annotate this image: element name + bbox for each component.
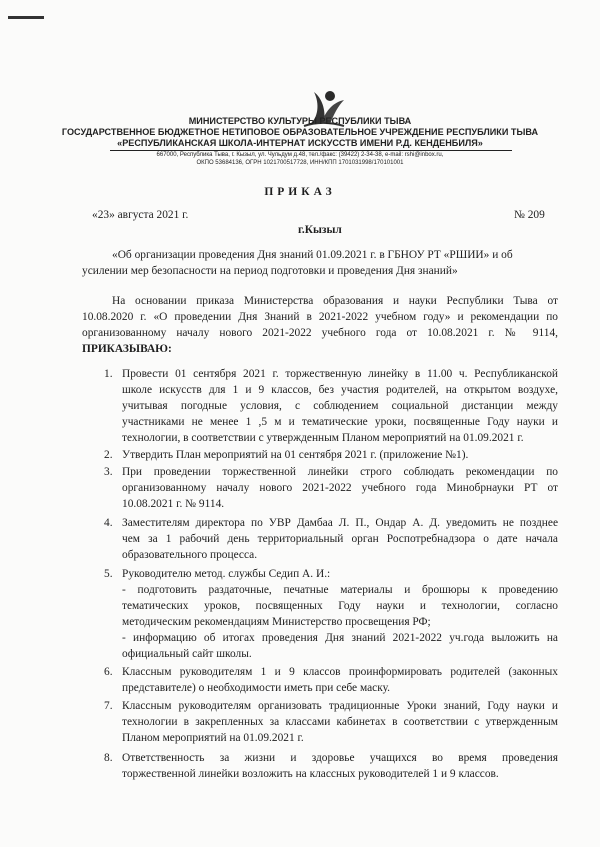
subject-line: усилении мер безопасности на период подготовки и проведения Дня знаний» [82,265,458,277]
header-institution: ГОСУДАРСТВЕННОЕ БЮДЖЕТНОЕ НЕТИПОВОЕ ОБРАЗОВАТЕЛЬНОЕ УЧРЕЖДЕНИЕ РЕСПУБЛИКИ ТЫВА [61,127,539,137]
item-number: 8. [104,752,113,764]
item-number: 2. [104,449,113,461]
item-line: технологии, в соответствии с утвержденным Планом мероприятий на 01.09.2021 г. [122,432,524,444]
header-codes: ОКПО 53684136, ОГРН 1021700517728, ИНН/КПП 1701031998/170101001 [196,160,404,166]
item-line: Классным руководителям организовать традиционные Уроки знаний, Году науки и [122,700,558,712]
item-line: Заместителям директора по УВР Дамбаа Л. П., Ондар А. Д. уведомить не позднее [122,517,558,529]
item-line: участниками не менее 1 ,5 м и тематические уроки, посвященные Году науки и [122,416,558,428]
item-line: Классным руководителям 1 и 9 классов проинформировать родителей (законных [122,666,558,678]
document-date: «23» августа 2021 г. [92,209,189,221]
header-address: 667000, Республика Тыва, г. Кызыл, ул. Чульдум д.48, тел./факс: (39422) 2-34-38, e-mail: rshi@inbox.ru, [156,152,444,158]
header-ministry: МИНИСТЕРСТВО КУЛЬТУРЫ РЕСПУБЛИКИ ТЫВА [188,116,412,126]
item-line: представителе) о необходимости иметь при себе маску. [122,682,390,694]
item-line: Провести 01 сентября 2021 г. торжественную линейку в 11.00 ч. Республиканской [122,368,558,380]
item-line: - информацию об итогах проведения Дня знаний 2021-2022 уч.года выложить на [122,632,558,644]
document-title: ПРИКАЗ [264,186,336,198]
header-school: «РЕСПУБЛИКАНСКАЯ ШКОЛА-ИНТЕРНАТ ИСКУССТВ ИМЕНИ Р.Д. КЕНДЕНБИЛЯ» [117,138,483,148]
subject-line: «Об организации проведения Дня знаний 01.09.2021 г. в ГБНОУ РТ «РШИИ» и об [112,249,513,261]
document-number: № 209 [514,209,545,221]
item-number: 7. [104,700,113,712]
order-word: ПРИКАЗЫВАЮ: [82,343,172,355]
basis-line: организованному началу нового 2021-2022 учебного года от 10.08.2021 г. № 9114, [82,327,558,339]
item-number: 6. [104,666,113,678]
item-line: официальный сайт школы. [122,648,252,660]
item-line: образовательного процесса. [122,549,258,561]
item-line: школе искусств для 1 и 9 классов, без участия родителей, на открытом воздухе, [122,384,558,396]
basis-line: 10.08.2020 г. «О проведении Дня Знаний в 2021-2022 учебном году» и рекомендации по [82,311,558,323]
header-rule [110,150,512,151]
item-line: Планом мероприятий на 01.09.2021 г. [122,732,304,744]
item-line: методическим рекомендациям Министерство просвещения РФ; [122,616,431,628]
item-line: чем за 1 рабочий день территориальный орган Роспотребнадзора о дате начала [122,533,558,545]
basis-line: На основании приказа Министерства образования и науки Республики Тыва от [112,295,558,307]
item-line: При проведении торжественной линейки строго соблюдать рекомендации по [122,466,558,478]
item-number: 5. [104,568,113,580]
item-line: учитывая погодные условия, с соблюдением социальной дистанции между [122,400,558,412]
item-line: тематических уроков, посвященных Году науки и технологии, согласно [122,600,558,612]
item-number: 3. [104,466,113,478]
item-line: торжественной линейки возложить на классных руководителей 1 и 9 классов. [122,768,499,780]
item-line: 10.08.2021 г. № 9114. [122,498,225,510]
item-line: Утвердить План мероприятий на 01 сентября 2021 г. (приложение №1). [122,449,469,461]
item-number: 4. [104,517,113,529]
item-line: Ответственность за жизни и здоровье учащихся во время проведения [122,752,558,764]
item-line: Руководителю метод. службы Седип А. И.: [122,568,331,580]
item-line: - подготовить раздаточные, печатные материалы и брошюры к проведению [122,584,558,596]
item-line: организованному началу нового 2021-2022 учебного года Минобрнауки РТ от [122,482,558,494]
item-number: 1. [104,368,113,380]
item-line: технологии в закрепленных за классами кабинетах в соответствии с утвержденным [122,716,558,728]
scan-mark [8,16,44,19]
document-city: г.Кызыл [298,224,342,236]
